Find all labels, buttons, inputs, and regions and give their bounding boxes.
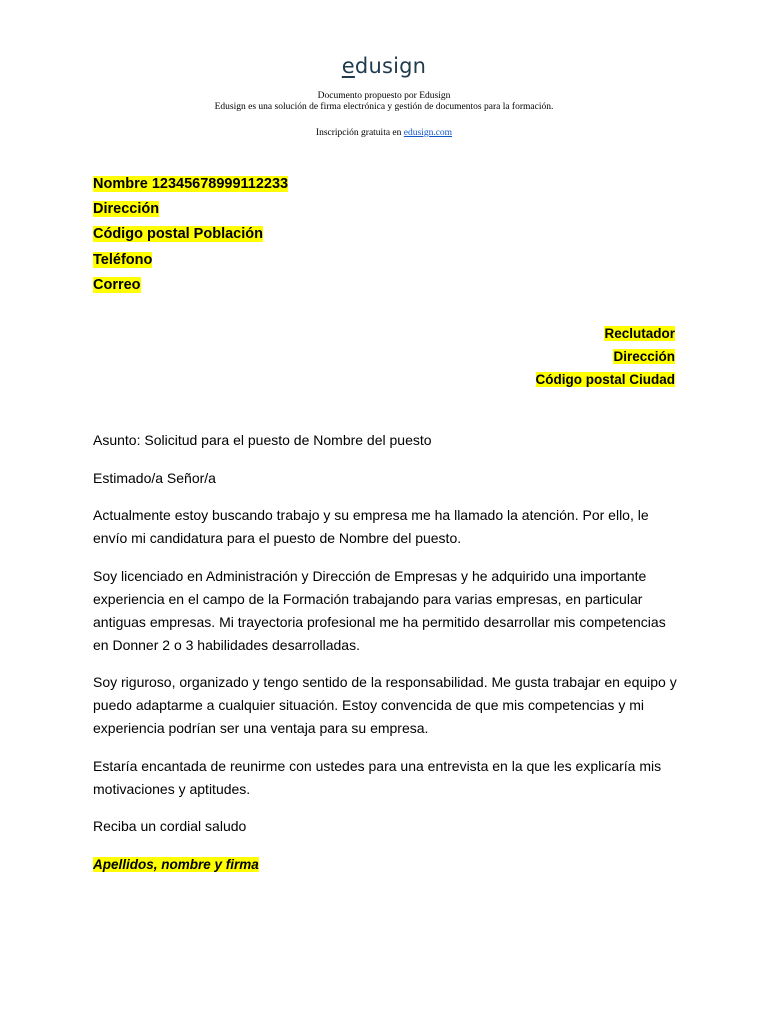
sender-phone: Teléfono: [93, 251, 153, 268]
letter-greeting: Estimado/a Señor/a: [93, 469, 216, 486]
sender-name: Nombre 12345678999112233: [93, 176, 289, 192]
letter-paragraph-1: Actualmente estoy buscando trabajo y su empresa me ha llamado la atención. Por ello, le envío mi candidatura para el puesto de Nombre del puesto.: [93, 507, 649, 546]
proposed-by-line: Documento propuesto por Edusign: [317, 91, 451, 101]
letter-paragraph-4: Estaría encantada de reunirme con ustedes para una entrevista en la que les explicaría mis motivaciones y aptitudes.: [93, 757, 662, 797]
logo-letter-e: e: [341, 54, 355, 78]
signup-line: [0, 128, 768, 139]
sender-email: Correo: [93, 276, 141, 293]
recipient-postal-city: Código postal Ciudad: [535, 372, 675, 387]
header-spacer: [0, 113, 768, 128]
letter-body: [93, 429, 683, 890]
sender-address: Dirección: [93, 201, 160, 218]
description-line: Edusign es una solución de firma electrónica y gestión de documentos para la formación.: [214, 102, 554, 112]
edusign-logo: [0, 54, 768, 78]
letter-paragraph-3: Soy riguroso, organizado y tengo sentido de la responsabilidad. Me gusta trabajar en equipo y puedo adaptarme a cualquier situación. Estoy convencida de que mis competencias y mi experiencia podrían ser una ventaja para su empresa.: [93, 674, 677, 736]
recipient-address: Dirección: [613, 349, 675, 364]
signup-prefix: Inscripción gratuita en: [315, 128, 404, 138]
sender-postal-city: Código postal Población: [93, 226, 263, 243]
letter-subject: Asunto: Solicitud para el puesto de Nombre del puesto: [93, 432, 432, 448]
edusign-link[interactable]: edusign.com: [403, 128, 453, 138]
recipient-block: [536, 322, 676, 391]
signature-line: Apellidos, nombre y firma: [93, 856, 259, 872]
logo-text: dusign: [354, 54, 427, 78]
sender-block: [93, 172, 288, 298]
recipient-recruiter: Reclutador: [604, 326, 675, 341]
document-header: [0, 91, 768, 139]
letter-closing: Reciba un cordial saludo: [93, 818, 247, 834]
letter-paragraph-2: Soy licenciado en Administración y Dirección de Empresas y he adquirido una importante experiencia en el campo de la Formación trabajando para varias empresas, en particular antiguas empresas. Mi trayectoria profesional me ha permitido desarrollar mis competencias en Donner 2 o 3 habilidades desarrolladas.: [93, 567, 666, 653]
